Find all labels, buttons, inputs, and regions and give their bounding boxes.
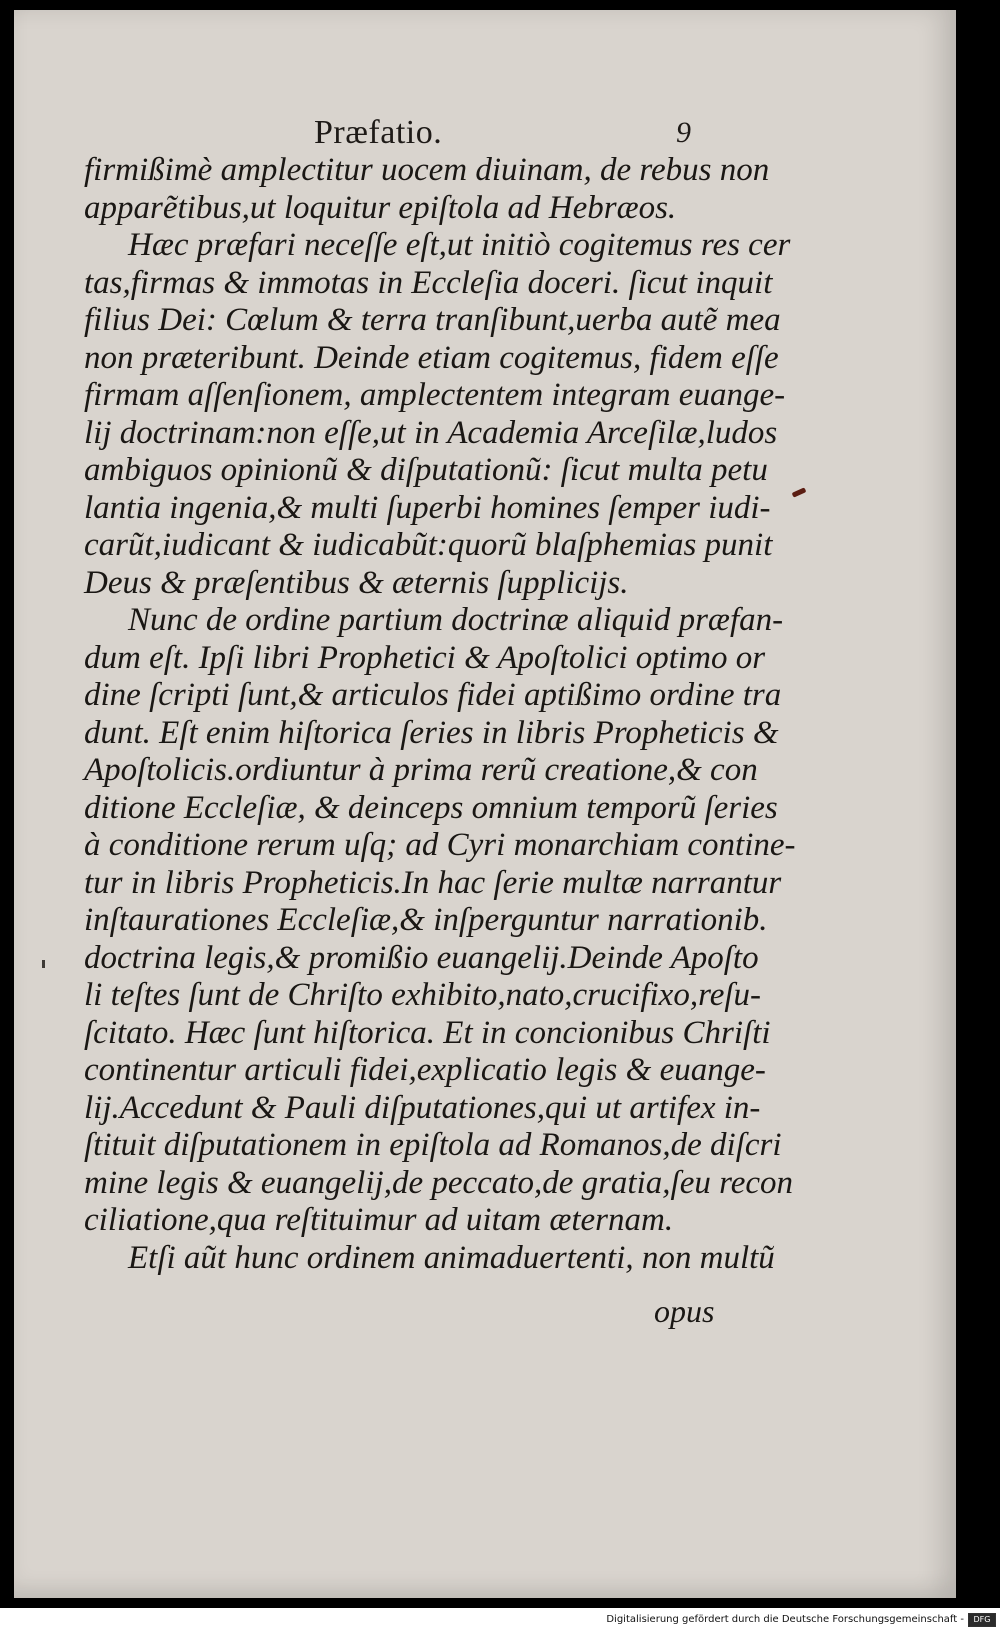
text-line: ſtituit diſputationem in epiſtola ad Romanos,de diſcri: [84, 1127, 782, 1163]
text-line: dum eſt. Ipſi libri Prophetici & Apoſtolici optimo or: [84, 639, 766, 676]
running-header: Præfatio.: [314, 114, 443, 151]
text-line: carũt,iudicant & iudicabũt:quorũ blaſphemias punit: [84, 527, 773, 563]
text-line: li teſtes ſunt de Chriſto exhibito,nato,crucifixo,reſu-: [84, 977, 761, 1013]
margin-mark: [42, 960, 45, 968]
text-line: à conditione rerum uſq; ad Cyri monarchiam contine-: [84, 827, 796, 863]
ink-stain: [792, 487, 807, 497]
text-line: Nunc de ordine partium doctrinæ aliquid præfan-: [128, 602, 784, 638]
text-line: Hæc præfari neceſſe eſt,ut initiò cogitemus res cer: [128, 227, 791, 263]
text-line: ambiguos opinionũ & diſputationũ: ſicut multa petu: [84, 452, 768, 488]
book-page: [14, 10, 956, 1598]
page-body: [84, 152, 796, 1277]
text-line: ſcitato. Hæc ſunt hiſtorica. Et in concionibus Chriſti: [84, 1014, 771, 1051]
text-line: filius Dei: Cœlum & terra tranſibunt,uerba autẽ mea: [84, 302, 781, 338]
text-line: lij.Accedunt & Pauli diſputationes,qui ut artifex in-: [84, 1089, 761, 1126]
text-line: ciliatione,qua reſtituimur ad uitam æternam.: [84, 1202, 674, 1238]
text-line: dine ſcripti ſunt,& articulos fidei aptißimo ordine tra: [84, 677, 782, 713]
text-line: Etſi aũt hunc ordinem animaduertenti, non multũ: [128, 1239, 775, 1276]
text-line: apparẽtibus,ut loquitur epiſtola ad Hebræos.: [84, 189, 677, 226]
text-line: Deus & præſentibus & æternis ſupplicijs.: [84, 564, 629, 601]
text-line: firmißimè amplectitur uocem diuinam, de rebus non: [84, 152, 770, 188]
text-line: doctrina legis,& promißio euangelij.Deinde Apoſto: [84, 939, 759, 976]
text-line: non præteribunt. Deinde etiam cogitemus, fidem eſſe: [84, 339, 779, 376]
text-line: continentur articuli fidei,explicatio legis & euange-: [84, 1052, 766, 1088]
dfg-logo: DFG: [968, 1613, 996, 1627]
text-line: firmam aſſenſionem, amplectentem integram euange-: [84, 377, 786, 413]
text-line: lantia ingenia,& multi ſuperbi homines ſemper iudi-: [84, 489, 771, 526]
funding-notice: Digitalisierung gefördert durch die Deutsche Forschungsgemeinschaft -: [606, 1614, 964, 1625]
text-line: Apoſtolicis.ordiuntur à prima rerũ creatione,& con: [84, 752, 758, 788]
text-line: lij doctrinam:non eſſe,ut in Academia Arceſilæ,ludos: [84, 414, 778, 451]
page-number: 9: [676, 116, 691, 149]
text-line: tur in libris Propheticis.In hac ſerie multæ narrantur: [84, 864, 782, 901]
catchword: opus: [654, 1293, 715, 1329]
text-line: dunt. Eſt enim hiſtorica ſeries in libris Propheticis &: [84, 714, 779, 751]
text-line: mine legis & euangelij,de peccato,de gratia,ſeu recon: [84, 1164, 794, 1201]
text-line: inſtaurationes Eccleſiæ,& inſperguntur narrationib.: [84, 902, 768, 938]
text-line: tas,firmas & immotas in Eccleſia doceri. ſicut inquit: [84, 264, 773, 301]
text-line: ditione Eccleſiæ, & deinceps omnium temporũ ſeries: [84, 789, 778, 826]
